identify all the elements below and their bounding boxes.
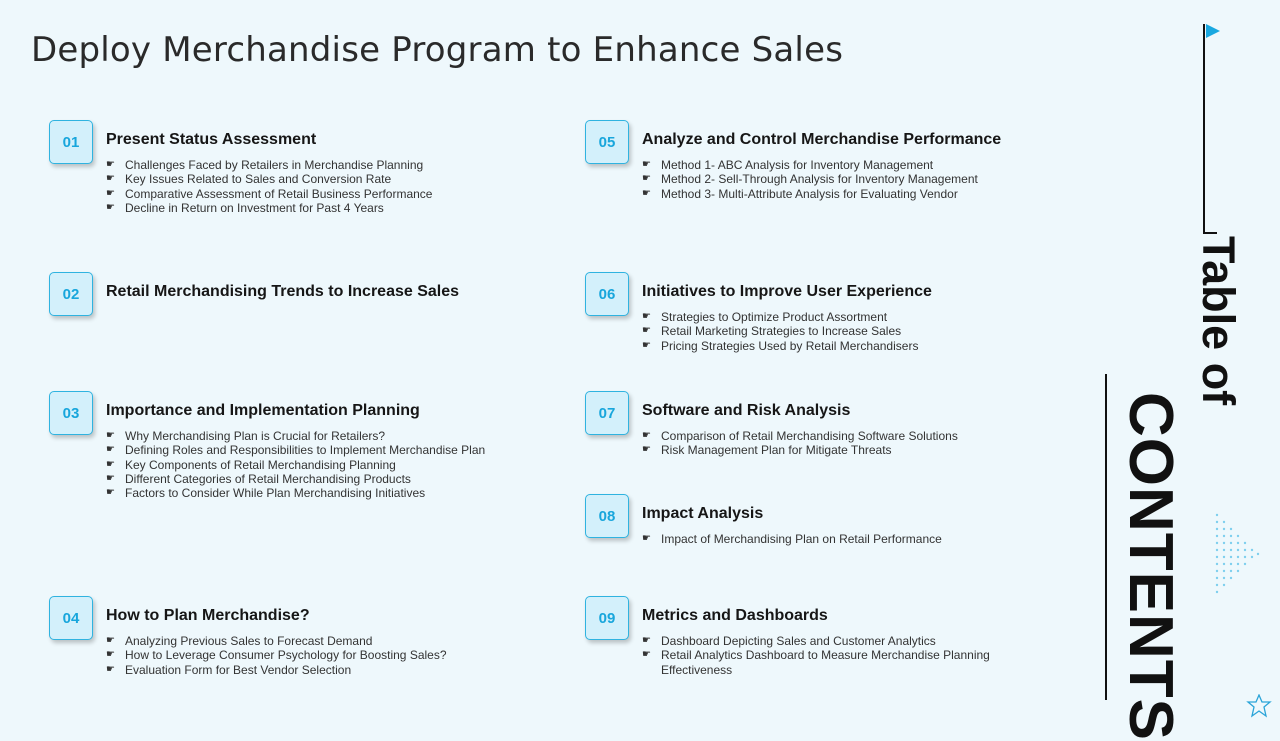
- bullet-list: [106, 158, 432, 215]
- section-heading: Retail Merchandising Trends to Increase Sales: [106, 283, 460, 300]
- section-number: 07: [585, 391, 629, 435]
- list-item: ☛ Defining Roles and Responsibilities to Implement Merchandise Plan: [106, 443, 486, 458]
- divider-line: [1203, 24, 1205, 234]
- pointing-hand-icon: ☛: [642, 430, 651, 441]
- pointing-hand-icon: ☛: [642, 159, 651, 170]
- list-item: ☛ Risk Management Plan for Mitigate Threats: [642, 443, 892, 458]
- pointing-hand-icon: ☛: [642, 325, 651, 337]
- list-item: ☛ Comparative Assessment of Retail Business Performance: [106, 186, 433, 201]
- section-heading: Initiatives to Improve User Experience: [642, 283, 932, 300]
- section-heading: Present Status Assessment: [106, 131, 317, 148]
- bullet-list: [106, 634, 447, 677]
- section-number: 03: [49, 391, 93, 435]
- bullet-list: [642, 158, 978, 201]
- side-title-line2: CONTENTS: [1116, 392, 1185, 741]
- pointing-hand-icon: ☛: [642, 339, 651, 351]
- list-item: ☛ How to Leverage Consumer Psychology for Boosting Sales?: [106, 648, 447, 663]
- bullet-list: [642, 532, 942, 546]
- pointing-hand-icon: ☛: [106, 201, 115, 213]
- list-item: ☛ Decline in Return on Investment for Past 4 Years: [106, 200, 384, 215]
- pointing-hand-icon: ☛: [106, 430, 115, 441]
- list-item: ☛ Comparison of Retail Merchandising Software Solutions: [642, 429, 958, 443]
- list-item: ☛ Evaluation Form for Best Vendor Selection: [106, 662, 352, 677]
- section-heading: Analyze and Control Merchandise Performance: [642, 131, 1002, 148]
- section-number: 06: [585, 272, 629, 316]
- divider-line: [1203, 232, 1217, 234]
- list-item: ☛ Factors to Consider While Plan Merchandising Initiatives: [106, 486, 426, 501]
- list-item: ☛ Method 2- Sell-Through Analysis for Inventory Management: [642, 172, 978, 187]
- list-item: ☛ Strategies to Optimize Product Assortment: [642, 310, 888, 324]
- pointing-hand-icon: ☛: [642, 311, 651, 322]
- section-heading: Software and Risk Analysis: [642, 402, 851, 419]
- list-item: ☛ Key Components of Retail Merchandising Planning: [106, 457, 396, 472]
- bullet-list: [106, 429, 485, 500]
- list-item: ☛ Method 3- Multi-Attribute Analysis for Evaluating Vendor: [642, 186, 958, 201]
- section-heading: Importance and Implementation Planning: [106, 402, 420, 419]
- section-number: 01: [49, 120, 93, 164]
- pointing-hand-icon: ☛: [106, 649, 115, 661]
- section-heading: Impact Analysis: [642, 505, 764, 522]
- page-title: Deploy Merchandise Program to Enhance Sales: [31, 30, 844, 70]
- pointing-hand-icon: ☛: [642, 533, 651, 544]
- pointing-hand-icon: ☛: [106, 187, 115, 199]
- pointing-hand-icon: ☛: [106, 173, 115, 185]
- list-item: ☛ Key Issues Related to Sales and Conversion Rate: [106, 172, 392, 187]
- pointing-hand-icon: ☛: [642, 444, 651, 456]
- list-item: ☛ Method 1- ABC Analysis for Inventory Management: [642, 158, 934, 172]
- bullet-list: [642, 429, 958, 458]
- side-title-line1: Table of: [1193, 236, 1244, 406]
- section-number: 05: [585, 120, 629, 164]
- pointing-hand-icon: ☛: [642, 635, 651, 646]
- section-number: 08: [585, 494, 629, 538]
- dotted-triangle-icon: [1214, 512, 1262, 600]
- list-item: ☛ Challenges Faced by Retailers in Merchandise Planning: [106, 158, 424, 172]
- pointing-hand-icon: ☛: [106, 444, 115, 456]
- list-item: ☛ Impact of Merchandising Plan on Retail Performance: [642, 532, 942, 546]
- divider-line: [1105, 374, 1107, 700]
- pointing-hand-icon: ☛: [106, 472, 115, 484]
- pointing-hand-icon: ☛: [106, 159, 115, 170]
- section-number: 09: [585, 596, 629, 640]
- section-number: 02: [49, 272, 93, 316]
- pointing-hand-icon: ☛: [106, 487, 115, 499]
- pointing-hand-icon: ☛: [642, 187, 651, 199]
- list-item: ☛ Different Categories of Retail Merchandising Products: [106, 471, 411, 486]
- pointing-hand-icon: ☛: [106, 635, 115, 646]
- section-number: 04: [49, 596, 93, 640]
- list-item: ☛ Dashboard Depicting Sales and Customer Analytics: [642, 634, 936, 648]
- list-item: ☛ Pricing Strategies Used by Retail Merchandisers: [642, 338, 919, 353]
- list-item: ☛ Retail Analytics Dashboard to Measure Merchandise Planning Effectiveness: [642, 648, 990, 677]
- pointing-hand-icon: ☛: [642, 649, 651, 661]
- section-heading: How to Plan Merchandise?: [106, 607, 310, 624]
- list-item: ☛ Analyzing Previous Sales to Forecast Demand: [106, 634, 373, 648]
- star-outline-icon: [1246, 694, 1272, 718]
- flag-icon: [1206, 24, 1220, 38]
- list-item: ☛ Why Merchandising Plan is Crucial for Retailers?: [106, 429, 386, 443]
- pointing-hand-icon: ☛: [106, 458, 115, 470]
- bullet-list: [642, 634, 1011, 677]
- pointing-hand-icon: ☛: [106, 663, 115, 675]
- pointing-hand-icon: ☛: [642, 173, 651, 185]
- bullet-list: [642, 310, 918, 353]
- list-item: ☛ Retail Marketing Strategies to Increase Sales: [642, 324, 902, 339]
- section-heading: Metrics and Dashboards: [642, 607, 828, 624]
